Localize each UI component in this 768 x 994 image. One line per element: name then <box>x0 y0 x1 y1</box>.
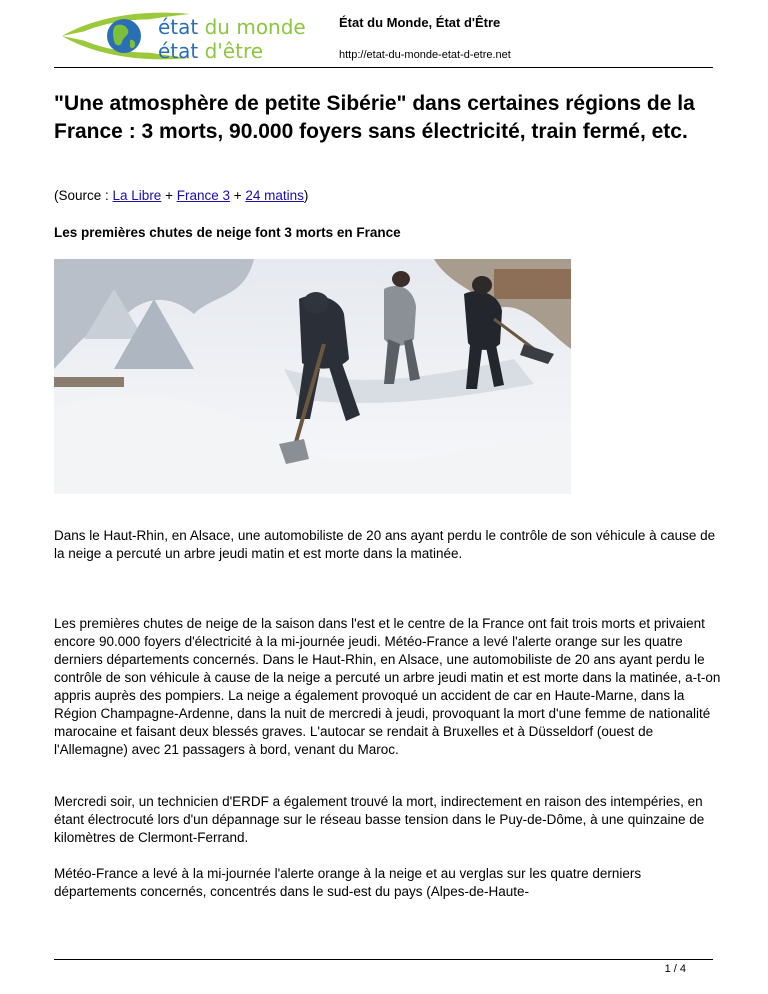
logo-text-line1: état du monde <box>158 15 306 39</box>
footer-divider <box>54 959 713 960</box>
source-suffix: ) <box>303 188 309 203</box>
article-subheading: Les premières chutes de neige font 3 morts en France <box>54 225 401 240</box>
paragraph-4: Météo-France a levé à la mi-journée l'alerte orange à la neige et au verglas sur les quatre derniers départements concernés, concentrés dans le sud-est du pays (Alpes-de-Haute- <box>54 866 642 899</box>
source-link-la-libre[interactable]: La Libre <box>112 188 162 203</box>
site-url[interactable]: http://etat-du-monde-etat-d-etre.net <box>339 49 511 61</box>
paragraph-1: Dans le Haut-Rhin, en Alsace, une automobiliste de 20 ans ayant perdu le contrôle de son véhicule à cause de la neige a percuté un arbre jeudi matin et est morte dans la matinée. <box>54 528 716 561</box>
page-number: 1 / 4 <box>664 963 686 975</box>
source-prefix: (Source : <box>54 188 113 203</box>
paragraph-3: Mercredi soir, un technicien d'ERDF a également trouvé la mort, indirectement en raison des intempéries, en étant électrocuté lors d'un dépannage sur le réseau basse tension dans le Puy-de-Dôme, à une quinzaine de kilomètres de Clermont-Ferrand. <box>54 794 705 845</box>
logo-text-line2: état d'être <box>158 39 264 63</box>
source-link-24-matins[interactable]: 24 matins <box>245 188 304 203</box>
source-link-france-3[interactable]: France 3 <box>176 188 230 203</box>
article-title: "Une atmosphère de petite Sibérie" dans certaines régions de la France : 3 morts, 90.000 foyers sans électricité, train fermé, etc. <box>54 92 695 143</box>
site-name: État du Monde, État d'Être <box>339 15 501 30</box>
header-divider <box>54 67 713 68</box>
article-photo <box>54 259 571 494</box>
source-line <box>54 188 308 203</box>
site-logo[interactable] <box>60 6 320 66</box>
source-separator: + <box>230 188 246 203</box>
paragraph-2: Les premières chutes de neige de la saison dans l'est et le centre de la France ont fait trois morts et privaient encore 90.000 foyers d'électricité à la mi-journée jeudi. Météo-France a levé l'alerte orange sur les quatre derniers départements concernés. Dans le Haut-Rhin, en Alsace, une automobiliste de 20 ans ayant perdu le contrôle de son véhicule à cause de la neige a percuté un arbre jeudi matin et est morte dans la matinée, a-t-on appris auprès des pompiers. La neige a également provoqué un accident de car en Haute-Marne, dans la Région Champagne-Ardenne, dans la nuit de mercredi à jeudi, provoquant la mort d'une femme de nationalité marocaine et faisant deux blessés graves. L'autocar se rendait à Bruxelles et à Düsseldorf (ouest de l'Allemagne) avec 21 passagers à bord, venant du Maroc. <box>54 616 721 757</box>
source-separator: + <box>161 188 177 203</box>
page-header <box>0 0 768 70</box>
